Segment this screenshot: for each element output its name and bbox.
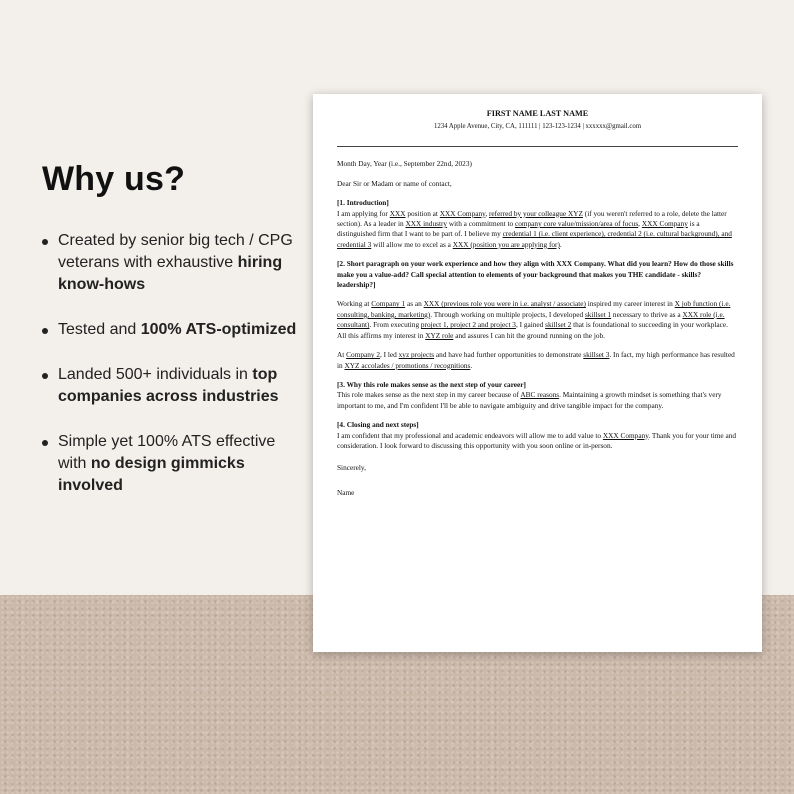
section-heading: [3. Why this role makes sense as the next step of your career] xyxy=(337,379,526,389)
section-experience-heading xyxy=(337,259,738,290)
divider xyxy=(337,146,738,147)
section-introduction: [1. Introduction] I am applying for XXX position at XXX Company, referred by your colleague XYZ (if you weren't referred to a role, delete the latter section). As a leader in XXX industry with a commitment to company core value/mission/area of focus, XXX Company is a distinguished firm that I want to be part of. I believe my credential 1 (i.e. client experience), credential 2 (i.e. cultural background), and credential 3 will allow me to excel as a XXX (position you are applying for). xyxy=(337,198,738,250)
bullet-dot-icon xyxy=(42,373,48,379)
signature-name: Name xyxy=(337,487,355,497)
list-item: Created by senior big tech / CPG veterans with exhaustive hiring know-hows xyxy=(42,230,302,296)
bullet-dot-icon xyxy=(42,328,48,334)
salutation: Dear Sir or Madam or name of contact, xyxy=(337,178,452,188)
section-experience-body: Working at Company 1 as an XXX (previous role you were in i.e. analyst / associate) inspired my career interest in X job function (i.e. consulting, banking, marketing). Through working on multiple projects, I developed skillset 1 necessary to thrive as a XXX role (i.e. consultant). From executing project 1, project 2 and project 3, I gained skillset 2 that is foundational to succeeding in your workplace. All this affirms my interest in XYZ role and assures I can hit the ground running on the job. xyxy=(337,299,731,340)
section-why-role: [3. Why this role makes sense as the next step of your career] This role makes sense as the next step in my career because of ABC reasons. Maintaining a growth mindset is something that's very important to me, and I'm confident I'll be able to navigate ambiguity and drive tangible impact for the company. xyxy=(337,380,738,411)
section-closing: [4. Closing and next steps] I am confident that my professional and academic endeavors will allow me to add value to XXX Company. Thank you for your time and consideration. I look forward to discussing this opportunity with you soon online or in-person. xyxy=(337,420,737,450)
section-heading: [2. Short paragraph on your work experience and how they align with XXX Company. What did you learn? How do those skills make you a value-add? Call special attention to elements of your background that makes you THE candidate - skills? leadership?] xyxy=(337,259,734,290)
section-heading: [4. Closing and next steps] xyxy=(337,420,419,430)
cover-letter-document xyxy=(313,94,762,652)
list-item: Tested and 100% ATS-optimized xyxy=(42,319,302,341)
contact-line: 1234 Apple Avenue, City, CA, 111111 | 123-123-1234 | xxxxxx@gmail.com xyxy=(433,123,642,130)
closing-line: Sincerely, xyxy=(337,463,366,473)
section-experience-body-2: At Company 2, I led xyz projects and have had further opportunities to demonstrate skillset 3. In fact, my high performance has resulted in XYZ accolades / promotions / recognitions. xyxy=(337,350,735,370)
list-item: Simple yet 100% ATS effective with no design gimmicks involved xyxy=(42,431,302,497)
benefits-list xyxy=(42,230,302,520)
bullet-dot-icon xyxy=(42,239,48,245)
bullet-dot-icon xyxy=(42,440,48,446)
list-item: Landed 500+ individuals in top companies across industries xyxy=(42,364,302,408)
page-title: Why us? xyxy=(42,160,186,198)
date-line: Month Day, Year (i.e., September 22nd, 2023) xyxy=(337,159,472,169)
section-heading: [1. Introduction] xyxy=(337,198,389,208)
applicant-name: FIRST NAME LAST NAME xyxy=(486,109,589,118)
